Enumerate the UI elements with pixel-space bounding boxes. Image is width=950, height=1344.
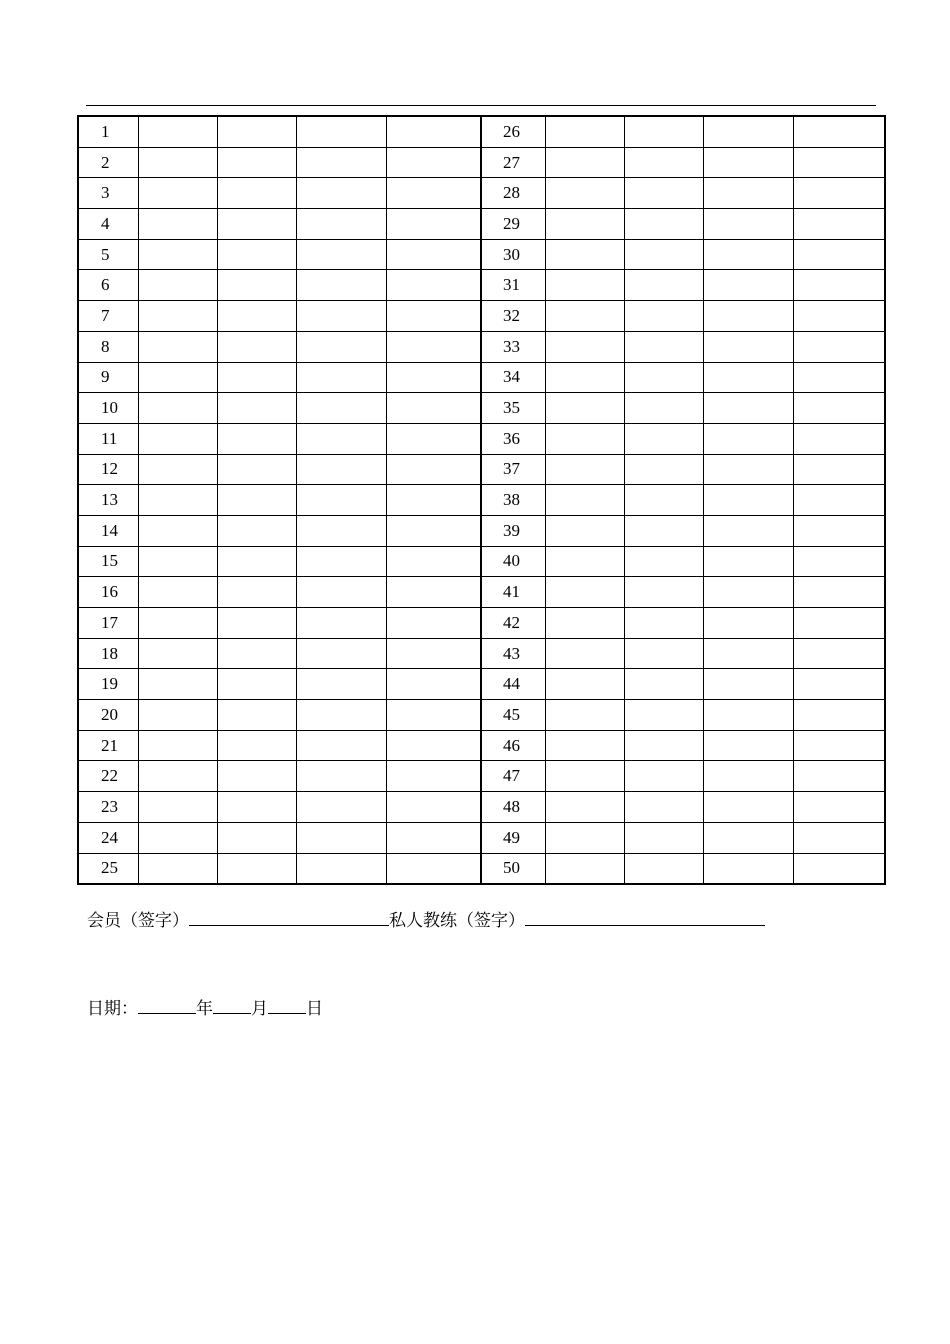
table-row <box>78 178 885 209</box>
entry-cell[interactable] <box>217 792 296 823</box>
entry-cell[interactable] <box>296 822 386 853</box>
entry-cell[interactable] <box>545 761 624 792</box>
entry-cell[interactable] <box>386 792 481 823</box>
entry-cell[interactable] <box>624 116 703 147</box>
entry-cell[interactable] <box>296 853 386 884</box>
entry-cell[interactable] <box>793 546 885 577</box>
entry-cell[interactable] <box>138 608 217 639</box>
entry-cell[interactable] <box>217 822 296 853</box>
row-number-right: 28 <box>481 178 545 209</box>
entry-cell[interactable] <box>545 393 624 424</box>
entry-cell[interactable] <box>793 638 885 669</box>
entry-cell[interactable] <box>296 423 386 454</box>
entry-cell[interactable] <box>793 608 885 639</box>
row-number-left: 8 <box>78 331 138 362</box>
entry-cell[interactable] <box>296 515 386 546</box>
entry-cell[interactable] <box>793 209 885 240</box>
row-number-right: 44 <box>481 669 545 700</box>
entry-cell[interactable] <box>703 393 793 424</box>
entry-cell[interactable] <box>138 362 217 393</box>
table-row <box>78 270 885 301</box>
table-row <box>78 331 885 362</box>
row-number-right: 37 <box>481 454 545 485</box>
row-number-left: 1 <box>78 116 138 147</box>
entry-cell[interactable] <box>624 822 703 853</box>
entry-cell[interactable] <box>296 239 386 270</box>
row-number-right: 26 <box>481 116 545 147</box>
entry-cell[interactable] <box>217 700 296 731</box>
row-number-left: 9 <box>78 362 138 393</box>
header-rule <box>86 105 876 106</box>
member-signature-field[interactable] <box>189 907 389 926</box>
entry-cell[interactable] <box>386 116 481 147</box>
entry-cell[interactable] <box>217 608 296 639</box>
entry-cell[interactable] <box>386 147 481 178</box>
entry-cell[interactable] <box>793 270 885 301</box>
entry-cell[interactable] <box>296 147 386 178</box>
entry-cell[interactable] <box>624 761 703 792</box>
entry-cell[interactable] <box>703 147 793 178</box>
row-number-left: 5 <box>78 239 138 270</box>
entry-cell[interactable] <box>703 700 793 731</box>
table-row <box>78 301 885 332</box>
entry-cell[interactable] <box>703 270 793 301</box>
session-record-body <box>78 116 885 884</box>
day-label: 日 <box>306 999 323 1019</box>
row-number-right: 40 <box>481 546 545 577</box>
entry-cell[interactable] <box>624 209 703 240</box>
entry-cell[interactable] <box>624 730 703 761</box>
entry-cell[interactable] <box>703 454 793 485</box>
entry-cell[interactable] <box>386 638 481 669</box>
row-number-right: 42 <box>481 608 545 639</box>
entry-cell[interactable] <box>703 423 793 454</box>
year-field[interactable] <box>138 995 196 1014</box>
entry-cell[interactable] <box>296 608 386 639</box>
entry-cell[interactable] <box>386 362 481 393</box>
table-row <box>78 669 885 700</box>
month-field[interactable] <box>213 995 251 1014</box>
entry-cell[interactable] <box>545 822 624 853</box>
entry-cell[interactable] <box>624 700 703 731</box>
entry-cell[interactable] <box>386 669 481 700</box>
entry-cell[interactable] <box>793 178 885 209</box>
entry-cell[interactable] <box>793 454 885 485</box>
entry-cell[interactable] <box>138 147 217 178</box>
entry-cell[interactable] <box>296 209 386 240</box>
row-number-left: 4 <box>78 209 138 240</box>
entry-cell[interactable] <box>217 730 296 761</box>
entry-cell[interactable] <box>217 853 296 884</box>
month-label: 月 <box>251 999 268 1019</box>
entry-cell[interactable] <box>296 393 386 424</box>
table-row <box>78 515 885 546</box>
entry-cell[interactable] <box>296 116 386 147</box>
trainer-signature-field[interactable] <box>525 907 765 926</box>
entry-cell[interactable] <box>217 331 296 362</box>
entry-cell[interactable] <box>793 669 885 700</box>
entry-cell[interactable] <box>296 331 386 362</box>
entry-cell[interactable] <box>703 730 793 761</box>
row-number-left: 3 <box>78 178 138 209</box>
entry-cell[interactable] <box>703 608 793 639</box>
entry-cell[interactable] <box>793 761 885 792</box>
entry-cell[interactable] <box>386 608 481 639</box>
row-number-left: 10 <box>78 393 138 424</box>
entry-cell[interactable] <box>793 792 885 823</box>
row-number-right: 39 <box>481 515 545 546</box>
entry-cell[interactable] <box>703 822 793 853</box>
entry-cell[interactable] <box>545 331 624 362</box>
entry-cell[interactable] <box>624 331 703 362</box>
row-number-left: 22 <box>78 761 138 792</box>
entry-cell[interactable] <box>217 239 296 270</box>
member-signature-label: 会员（签字） <box>87 911 189 931</box>
entry-cell[interactable] <box>138 669 217 700</box>
table-row <box>78 792 885 823</box>
entry-cell[interactable] <box>545 270 624 301</box>
entry-cell[interactable] <box>793 853 885 884</box>
row-number-left: 25 <box>78 853 138 884</box>
entry-cell[interactable] <box>138 423 217 454</box>
entry-cell[interactable] <box>793 239 885 270</box>
entry-cell[interactable] <box>545 116 624 147</box>
entry-cell[interactable] <box>386 270 481 301</box>
year-label: 年 <box>196 999 213 1019</box>
entry-cell[interactable] <box>138 822 217 853</box>
row-number-right: 49 <box>481 822 545 853</box>
row-number-left: 23 <box>78 792 138 823</box>
entry-cell[interactable] <box>386 331 481 362</box>
entry-cell[interactable] <box>703 209 793 240</box>
entry-cell[interactable] <box>217 147 296 178</box>
entry-cell[interactable] <box>217 485 296 516</box>
row-number-left: 20 <box>78 700 138 731</box>
entry-cell[interactable] <box>793 147 885 178</box>
entry-cell[interactable] <box>793 116 885 147</box>
entry-cell[interactable] <box>217 515 296 546</box>
table-row <box>78 116 885 147</box>
entry-cell[interactable] <box>545 147 624 178</box>
entry-cell[interactable] <box>138 301 217 332</box>
entry-cell[interactable] <box>138 331 217 362</box>
entry-cell[interactable] <box>624 454 703 485</box>
entry-cell[interactable] <box>386 515 481 546</box>
row-number-right: 46 <box>481 730 545 761</box>
table-row <box>78 393 885 424</box>
row-number-left: 24 <box>78 822 138 853</box>
entry-cell[interactable] <box>296 178 386 209</box>
entry-cell[interactable] <box>793 515 885 546</box>
entry-cell[interactable] <box>624 853 703 884</box>
table-row <box>78 761 885 792</box>
entry-cell[interactable] <box>624 546 703 577</box>
entry-cell[interactable] <box>545 209 624 240</box>
row-number-right: 43 <box>481 638 545 669</box>
row-number-left: 14 <box>78 515 138 546</box>
entry-cell[interactable] <box>386 761 481 792</box>
row-number-left: 11 <box>78 423 138 454</box>
row-number-left: 19 <box>78 669 138 700</box>
entry-cell[interactable] <box>545 454 624 485</box>
session-record-table <box>77 115 886 885</box>
table-row <box>78 638 885 669</box>
table-row <box>78 362 885 393</box>
entry-cell[interactable] <box>624 638 703 669</box>
entry-cell[interactable] <box>624 301 703 332</box>
entry-cell[interactable] <box>545 638 624 669</box>
row-number-left: 15 <box>78 546 138 577</box>
entry-cell[interactable] <box>545 239 624 270</box>
row-number-left: 16 <box>78 577 138 608</box>
day-field[interactable] <box>268 995 306 1014</box>
entry-cell[interactable] <box>545 301 624 332</box>
row-number-right: 34 <box>481 362 545 393</box>
entry-cell[interactable] <box>703 546 793 577</box>
entry-cell[interactable] <box>386 454 481 485</box>
entry-cell[interactable] <box>386 423 481 454</box>
entry-cell[interactable] <box>793 700 885 731</box>
entry-cell[interactable] <box>217 393 296 424</box>
table-row <box>78 577 885 608</box>
entry-cell[interactable] <box>217 270 296 301</box>
entry-cell[interactable] <box>217 454 296 485</box>
entry-cell[interactable] <box>138 515 217 546</box>
entry-cell[interactable] <box>296 761 386 792</box>
entry-cell[interactable] <box>545 577 624 608</box>
entry-cell[interactable] <box>386 730 481 761</box>
entry-cell[interactable] <box>624 393 703 424</box>
table-row <box>78 822 885 853</box>
row-number-right: 47 <box>481 761 545 792</box>
row-number-right: 27 <box>481 147 545 178</box>
entry-cell[interactable] <box>624 608 703 639</box>
table-row <box>78 853 885 884</box>
entry-cell[interactable] <box>138 700 217 731</box>
entry-cell[interactable] <box>703 577 793 608</box>
entry-cell[interactable] <box>138 270 217 301</box>
entry-cell[interactable] <box>703 485 793 516</box>
entry-cell[interactable] <box>703 761 793 792</box>
entry-cell[interactable] <box>217 116 296 147</box>
entry-cell[interactable] <box>138 853 217 884</box>
row-number-right: 36 <box>481 423 545 454</box>
entry-cell[interactable] <box>703 301 793 332</box>
table-row <box>78 239 885 270</box>
row-number-right: 29 <box>481 209 545 240</box>
entry-cell[interactable] <box>793 393 885 424</box>
row-number-right: 32 <box>481 301 545 332</box>
entry-cell[interactable] <box>793 577 885 608</box>
table-row <box>78 454 885 485</box>
entry-cell[interactable] <box>217 301 296 332</box>
entry-cell[interactable] <box>624 792 703 823</box>
entry-cell[interactable] <box>624 515 703 546</box>
entry-cell[interactable] <box>296 546 386 577</box>
entry-cell[interactable] <box>138 730 217 761</box>
row-number-right: 38 <box>481 485 545 516</box>
entry-cell[interactable] <box>624 239 703 270</box>
entry-cell[interactable] <box>703 331 793 362</box>
entry-cell[interactable] <box>386 577 481 608</box>
entry-cell[interactable] <box>217 669 296 700</box>
row-number-right: 30 <box>481 239 545 270</box>
entry-cell[interactable] <box>545 700 624 731</box>
entry-cell[interactable] <box>217 178 296 209</box>
row-number-left: 12 <box>78 454 138 485</box>
entry-cell[interactable] <box>703 638 793 669</box>
entry-cell[interactable] <box>217 362 296 393</box>
entry-cell[interactable] <box>624 147 703 178</box>
entry-cell[interactable] <box>296 638 386 669</box>
entry-cell[interactable] <box>217 546 296 577</box>
entry-cell[interactable] <box>545 730 624 761</box>
entry-cell[interactable] <box>386 239 481 270</box>
entry-cell[interactable] <box>138 454 217 485</box>
row-number-right: 48 <box>481 792 545 823</box>
entry-cell[interactable] <box>545 362 624 393</box>
table-row <box>78 147 885 178</box>
entry-cell[interactable] <box>703 362 793 393</box>
entry-cell[interactable] <box>793 301 885 332</box>
entry-cell[interactable] <box>793 423 885 454</box>
row-number-left: 6 <box>78 270 138 301</box>
row-number-left: 13 <box>78 485 138 516</box>
row-number-left: 21 <box>78 730 138 761</box>
row-number-right: 45 <box>481 700 545 731</box>
entry-cell[interactable] <box>545 546 624 577</box>
entry-cell[interactable] <box>545 792 624 823</box>
entry-cell[interactable] <box>703 116 793 147</box>
entry-cell[interactable] <box>793 822 885 853</box>
entry-cell[interactable] <box>703 515 793 546</box>
entry-cell[interactable] <box>296 700 386 731</box>
entry-cell[interactable] <box>545 608 624 639</box>
entry-cell[interactable] <box>296 577 386 608</box>
entry-cell[interactable] <box>545 669 624 700</box>
entry-cell[interactable] <box>386 393 481 424</box>
entry-cell[interactable] <box>138 393 217 424</box>
entry-cell[interactable] <box>296 730 386 761</box>
entry-cell[interactable] <box>703 178 793 209</box>
entry-cell[interactable] <box>624 669 703 700</box>
entry-cell[interactable] <box>624 362 703 393</box>
entry-cell[interactable] <box>296 301 386 332</box>
table-row <box>78 546 885 577</box>
entry-cell[interactable] <box>217 638 296 669</box>
date-label: 日期： <box>87 999 138 1019</box>
signature-line <box>87 906 765 931</box>
entry-cell[interactable] <box>703 239 793 270</box>
entry-cell[interactable] <box>793 485 885 516</box>
entry-cell[interactable] <box>296 669 386 700</box>
table-row <box>78 608 885 639</box>
entry-cell[interactable] <box>296 270 386 301</box>
entry-cell[interactable] <box>793 362 885 393</box>
entry-cell[interactable] <box>138 577 217 608</box>
entry-cell[interactable] <box>138 761 217 792</box>
entry-cell[interactable] <box>138 546 217 577</box>
table-row <box>78 730 885 761</box>
row-number-left: 18 <box>78 638 138 669</box>
entry-cell[interactable] <box>624 270 703 301</box>
entry-cell[interactable] <box>386 853 481 884</box>
entry-cell[interactable] <box>545 485 624 516</box>
entry-cell[interactable] <box>793 730 885 761</box>
row-number-right: 31 <box>481 270 545 301</box>
entry-cell[interactable] <box>703 853 793 884</box>
entry-cell[interactable] <box>386 178 481 209</box>
row-number-right: 33 <box>481 331 545 362</box>
entry-cell[interactable] <box>138 485 217 516</box>
entry-cell[interactable] <box>545 853 624 884</box>
entry-cell[interactable] <box>296 454 386 485</box>
entry-cell[interactable] <box>793 331 885 362</box>
table-row <box>78 700 885 731</box>
row-number-left: 17 <box>78 608 138 639</box>
entry-cell[interactable] <box>217 209 296 240</box>
entry-cell[interactable] <box>386 301 481 332</box>
entry-cell[interactable] <box>138 209 217 240</box>
row-number-left: 2 <box>78 147 138 178</box>
entry-cell[interactable] <box>386 209 481 240</box>
entry-cell[interactable] <box>703 669 793 700</box>
entry-cell[interactable] <box>624 178 703 209</box>
entry-cell[interactable] <box>545 178 624 209</box>
row-number-right: 35 <box>481 393 545 424</box>
entry-cell[interactable] <box>624 423 703 454</box>
table-row <box>78 209 885 240</box>
entry-cell[interactable] <box>296 362 386 393</box>
entry-cell[interactable] <box>386 822 481 853</box>
entry-cell[interactable] <box>545 423 624 454</box>
row-number-right: 50 <box>481 853 545 884</box>
entry-cell[interactable] <box>138 792 217 823</box>
row-number-left: 7 <box>78 301 138 332</box>
entry-cell[interactable] <box>703 792 793 823</box>
entry-cell[interactable] <box>296 485 386 516</box>
entry-cell[interactable] <box>217 761 296 792</box>
entry-cell[interactable] <box>386 546 481 577</box>
entry-cell[interactable] <box>217 577 296 608</box>
entry-cell[interactable] <box>217 423 296 454</box>
trainer-signature-label: 私人教练（签字） <box>389 911 525 931</box>
table-row <box>78 423 885 454</box>
entry-cell[interactable] <box>624 485 703 516</box>
entry-cell[interactable] <box>386 700 481 731</box>
entry-cell[interactable] <box>138 239 217 270</box>
entry-cell[interactable] <box>138 178 217 209</box>
entry-cell[interactable] <box>386 485 481 516</box>
table-row <box>78 485 885 516</box>
date-line <box>87 994 323 1019</box>
entry-cell[interactable] <box>624 577 703 608</box>
entry-cell[interactable] <box>138 116 217 147</box>
row-number-right: 41 <box>481 577 545 608</box>
entry-cell[interactable] <box>545 515 624 546</box>
entry-cell[interactable] <box>138 638 217 669</box>
entry-cell[interactable] <box>296 792 386 823</box>
